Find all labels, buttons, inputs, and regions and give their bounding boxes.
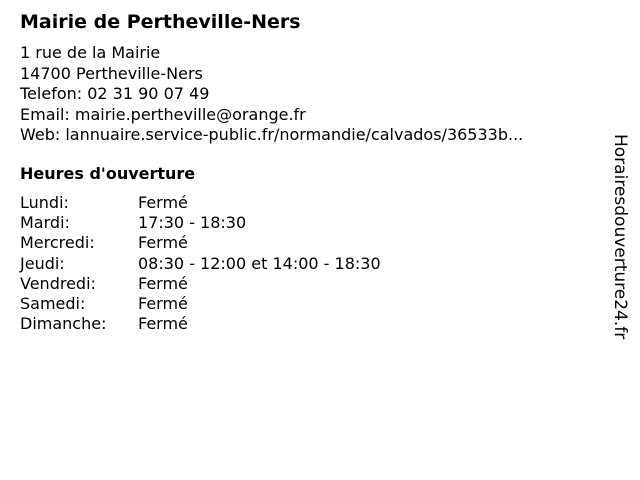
day-label: Samedi: [20, 294, 86, 314]
hours-row-tuesday [20, 213, 381, 233]
day-label: Mercredi: [20, 233, 95, 253]
day-label: Dimanche: [20, 314, 107, 334]
day-hours: Fermé [138, 233, 188, 253]
phone-line: Telefon: 02 31 90 07 49 [20, 84, 210, 103]
city-address: 14700 Pertheville-Ners [20, 63, 203, 83]
day-hours: Fermé [138, 314, 188, 334]
hours-row-sunday [20, 314, 381, 334]
hours-row-thursday [20, 254, 381, 274]
hours-row-monday [20, 193, 381, 213]
day-hours: Fermé [138, 294, 188, 314]
hours-table [20, 193, 381, 334]
day-hours: 17:30 - 18:30 [138, 213, 247, 233]
day-hours: Fermé [138, 273, 188, 293]
page-title: Mairie de Pertheville-Ners [20, 11, 301, 33]
hours-row-wednesday [20, 233, 381, 253]
contact-block [20, 43, 523, 146]
day-hours: 08:30 - 12:00 et 14:00 - 18:30 [138, 253, 381, 273]
day-label: Vendredi: [20, 273, 96, 293]
street-address: 1 rue de la Mairie [20, 43, 161, 62]
day-label: Lundi: [20, 193, 69, 212]
web-line: Web: lannuaire.service-public.fr/normandie/calvados/36533b... [20, 125, 524, 144]
day-hours: Fermé [138, 193, 188, 212]
hours-row-saturday [20, 294, 381, 314]
day-label: Mardi: [20, 213, 70, 233]
day-label: Jeudi: [20, 253, 65, 273]
site-watermark: Horairesdouverture24.fr [610, 134, 630, 340]
hours-row-friday [20, 274, 381, 294]
email-line: Email: mairie.pertheville@orange.fr [20, 104, 306, 124]
hours-heading: Heures d'ouverture [20, 164, 196, 183]
